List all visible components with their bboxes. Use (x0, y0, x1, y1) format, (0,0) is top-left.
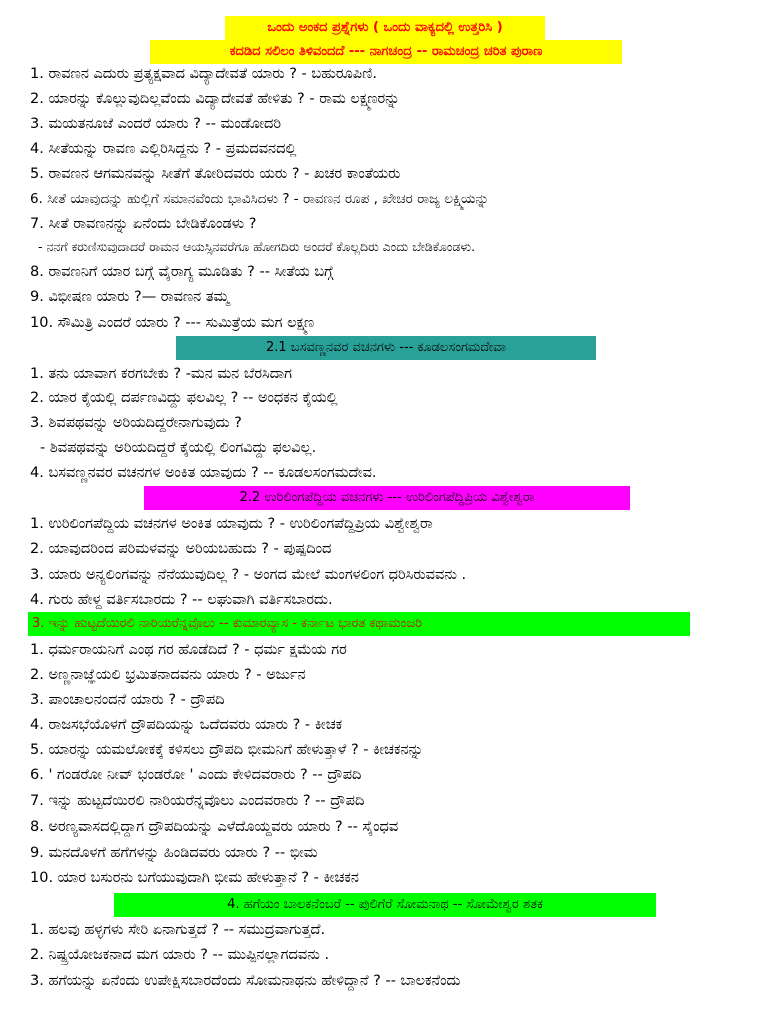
list-item: 4. ಗುರು ಹೇಳ್ದ ವರ್ತಿಸಬಾರದು ? -- ಲಘುವಾಗಿ ವರ್ತಿಸಬಾರದು. (30, 592, 333, 608)
list-item: 4. ರಾಜಸಭೆಯೊಳಗೆ ದ್ರೌಪದಿಯನ್ನು ಒದೆದವರು ಯಾರು ? - ಕೀಚಕ (30, 717, 343, 733)
list-item: 5. ರಾವಣನ ಆಗಮನವನ್ನು ಸೀತೆಗೆ ತೋರಿದವರು ಯರು ? - ಖಚರ ಕಾಂತೆಯರು (30, 166, 401, 182)
header-title-band (225, 16, 545, 40)
list-item: 6. ' ಗಂಡರೋ ನೀವ್ ಭಂಡರೋ ' ಎಂದು ಕೇಳಿದವರಾರು ? -- ದ್ರೌಪದಿ (30, 767, 362, 783)
list-item: 3. ಪಾಂಚಾಲನಂದನೆ ಯಾರು ? - ದ್ರೌಪದಿ (30, 692, 225, 708)
header-title: ಒಂದು ಅಂಕದ ಪ್ರಶ್ನೆಗಳು ( ಒಂದು ವಾಕ್ಯದಲ್ಲಿ ಉತ್ತರಿಸಿ ) (267, 20, 503, 35)
list-item: 2. ಯಾರ ಕೈಯಲ್ಲಿ ದರ್ಪಣವಿದ್ದು ಫಲವಿಲ್ಲ ? -- ಅಂಧಕನ ಕೈಯಲ್ಲಿ (30, 390, 338, 406)
section-2-title-band (176, 336, 596, 360)
list-item: 3. ಯಾರು ಅನ್ಯಲಿಂಗವನ್ನು ನೆನೆಯುವುದಿಲ್ಲ ? - ಅಂಗದ ಮೇಲೆ ಮಂಗಳಲಿಂಗ ಧರಿಸಿರುವವನು . (30, 567, 467, 583)
section-4-title-band (28, 612, 690, 636)
list-item: 3. ಶಿವಪಥವನ್ನು ಅರಿಯದಿದ್ದರೇನಾಗುವುದು ? (30, 415, 242, 431)
list-item: 8. ರಾವಣನಿಗೆ ಯಾರ ಬಗ್ಗೆ ವೈರಾಗ್ಯ ಮೂಡಿತು ? -- ಸೀತೆಯ ಬಗ್ಗೆ (30, 264, 334, 280)
list-item: 7. ಸೀತೆ ರಾವಣನನ್ನು ಏನೆಂದು ಬೇಡಿಕೊಂಡಳು ? (30, 216, 257, 232)
list-item: 5. ಯಾರನ್ನು ಯಮಲೋಕಕ್ಕೆ ಕಳಿಸಲು ದ್ರೌಪದಿ ಭೀಮನಿಗೆ ಹೇಳುತ್ತಾಳೆ ? - ಕೀಚಕನನ್ನು (30, 742, 424, 758)
list-item: 2. ನಿಷ್ಪ್ರಯೋಜಕನಾದ ಮಗ ಯಾರು ? -- ಮುಪ್ಪಿನಲ್ಲಾಗದವನು . (30, 947, 330, 963)
list-item: 3. ಹಗೆಯನ್ನು ಏನೆಂದು ಉಪೇಕ್ಷಿಸಬಾರದೆಂದು ಸೋಮನಾಥನು ಹೇಳಿದ್ದಾನೆ ? -- ಬಾಲಕನೆಂದು (30, 973, 461, 989)
list-item: 9. ಮನದೊಳಗೆ ಹಗೆಗಳನ್ನು ಹಿಂಡಿದವರು ಯಾರು ? -- ಭೀಮ (30, 845, 318, 861)
section-5-title-band (114, 893, 656, 917)
list-item: 10. ಸೌಮಿತ್ರಿ ಎಂದರೆ ಯಾರು ? --- ಸುಮಿತ್ರೆಯ ಮಗ ಲಕ್ಷ್ಮಣ (30, 315, 315, 331)
list-item: 9. ವಿಭೀಷಣ ಯಾರು ?— ರಾವಣನ ತಮ್ಮ (30, 289, 230, 305)
header-subtitle: ಕದಡಿದ ಸಲಿಲಂ ತಿಳಿವಂದದೆ --- ನಾಗಚಂದ್ರ -- ರಾಮಚಂದ್ರ ಚರಿತ ಪುರಾಣ (229, 44, 543, 59)
list-item: 1. ಉರಿಲಿಂಗಪೆದ್ದಿಯ ವಚನಗಳ ಅಂಕಿತ ಯಾವುದು ? - ಉರಿಲಿಂಗಪೆದ್ದಿಪ್ರಿಯ ವಿಶ್ವೇಶ್ವರಾ (30, 516, 433, 532)
section-2-title: 2.1 ಬಸವಣ್ಣನವರ ವಚನಗಳು --- ಕೂಡಲಸಂಗಮದೇವಾ (265, 340, 506, 355)
list-item: 6. ಸೀತೆ ಯಾವುದನ್ನು ಹುಲ್ಲಿಗೆ ಸಮಾನವೆಂದು ಭಾವಿಸಿದಳು ? - ರಾವಣನ ರೂಪ , ಖೇಚರ ರಾಜ್ಯ ಲಕ್ಷ್ಮಿಯನ್ನು (30, 191, 490, 207)
list-item: 1. ರಾವಣನ ಎದುರು ಪ್ರತ್ಯಕ್ಷವಾದ ವಿದ್ಯಾದೇವತೆ ಯಾರು ? - ಬಹುರೂಪಿಣಿ. (30, 66, 377, 82)
list-item: 3. ಮಯತನೂಜೆ ಎಂದರೆ ಯಾರು ? -- ಮಂಡೋದರಿ (30, 116, 282, 132)
list-item: 7. ಇನ್ನು ಹುಟ್ಟದೆಯಿರಲಿ ನಾರಿಯರೆನ್ನವೊಲು ಎಂದವರಾರು ? -- ದ್ರೌಪದಿ (30, 793, 365, 809)
list-item: - ಶಿವಪಥವನ್ನು ಅರಿಯದಿದ್ದರೆ ಕೈಯಲ್ಲಿ ಲಿಂಗವಿದ್ದು ಫಲವಿಲ್ಲ. (40, 440, 317, 456)
list-item: 1. ಹಲವು ಹಳ್ಳಗಳು ಸೇರಿ ಏನಾಗುತ್ತದೆ ? -- ಸಮುದ್ರವಾಗುತ್ತದೆ. (30, 922, 326, 938)
list-item: 4. ಸೀತೆಯನ್ನು ರಾವಣ ಎಲ್ಲಿರಿಸಿದ್ದನು ? - ಪ್ರಮದವನದಲ್ಲಿ (30, 141, 297, 157)
section-3-title: 2.2 ಉರಿಲಿಂಗಪೆದ್ದಿಯ ವಚನಗಳು --- ಉರಿಲಿಂಗಪೆದ್ದಿಪ್ರಿಯ ವಿಶ್ವೇಶ್ವರಾ (239, 490, 535, 505)
section-4-title: 3. ಇನ್ನು ಹುಟ್ಟದೆಯಿರಲಿ ನಾರಿಯರೆನ್ನವೊಲು -- ಕುಮಾರವ್ಯಾಸ - ಕರ್ನಾಟ ಭಾರತ ಕಥಾಮಂಜರಿ (32, 616, 423, 631)
list-item: 10. ಯಾರ ಬಸುರನು ಬಗೆಯುವುದಾಗಿ ಭೀಮ ಹೇಳುತ್ತಾನೆ ? - ಕೀಚಕನ (30, 870, 359, 886)
list-item: 4. ಬಸವಣ್ಣನವರ ವಚನಗಳ ಅಂಕಿತ ಯಾವುದು ? -- ಕೂಡಲಸಂಗಮದೇವ. (30, 465, 377, 481)
list-item: - ನನಗೆ ಕರುಣಿಸುವುದಾದರೆ ರಾಮನ ಆಯಸ್ಸಿನವರೆಗೂ ಹೋಗದಿರು ಅಂದರೆ ಕೊಲ್ಲದಿರು ಎಂದು ಬೇಡಿಕೊಂಡಳು. (38, 239, 476, 254)
section-5-title: 4. ಹಗೆಯಂ ಬಾಲಕನೆಂಬರೆ -- ಪುಲಿಗೆರೆ ಸೋಮನಾಥ -- ಸೋಮೇಶ್ವರ ಶತಕ (227, 897, 543, 912)
list-item: 2. ಯಾವುದರಿಂದ ಪರಿಮಳವನ್ನು ಅರಿಯಬಹುದು ? - ಪುಷ್ಪದಿಂದ (30, 541, 332, 557)
list-item: 2. ಅಣ್ಣನಾಜ್ಞೆಯಲಿ ಭ್ರಮಿತನಾದವನು ಯಾರು ? - ಅರ್ಜುನ (30, 667, 306, 683)
list-item: 8. ಅರಣ್ಯವಾಸದಲ್ಲಿದ್ದಾಗ ದ್ರೌಪದಿಯನ್ನು ಎಳೆದೊಯ್ದವರು ಯಾರು ? -- ಸೈಂಧವ (30, 819, 399, 835)
section-3-title-band (144, 486, 630, 510)
list-item: 2. ಯಾರನ್ನು ಕೊಲ್ಲುವುದಿಲ್ಲವೆಂದು ವಿದ್ಯಾದೇವತೆ ಹೇಳಿತು ? - ರಾಮ ಲಕ್ಷ್ಮಣರನ್ನು (30, 91, 400, 107)
list-item: 1. ತನು ಯಾವಾಗ ಕರಗಬೇಕು ? -ಮನ ಮನ ಬೆರಸಿದಾಗ (30, 366, 293, 382)
list-item: 1. ಧರ್ಮರಾಯನಿಗೆ ಎಂಥ ಗರ ಹೊಡೆದಿದೆ ? - ಧರ್ಮ ಕ್ಷಮೆಯ ಗರ (30, 642, 347, 658)
